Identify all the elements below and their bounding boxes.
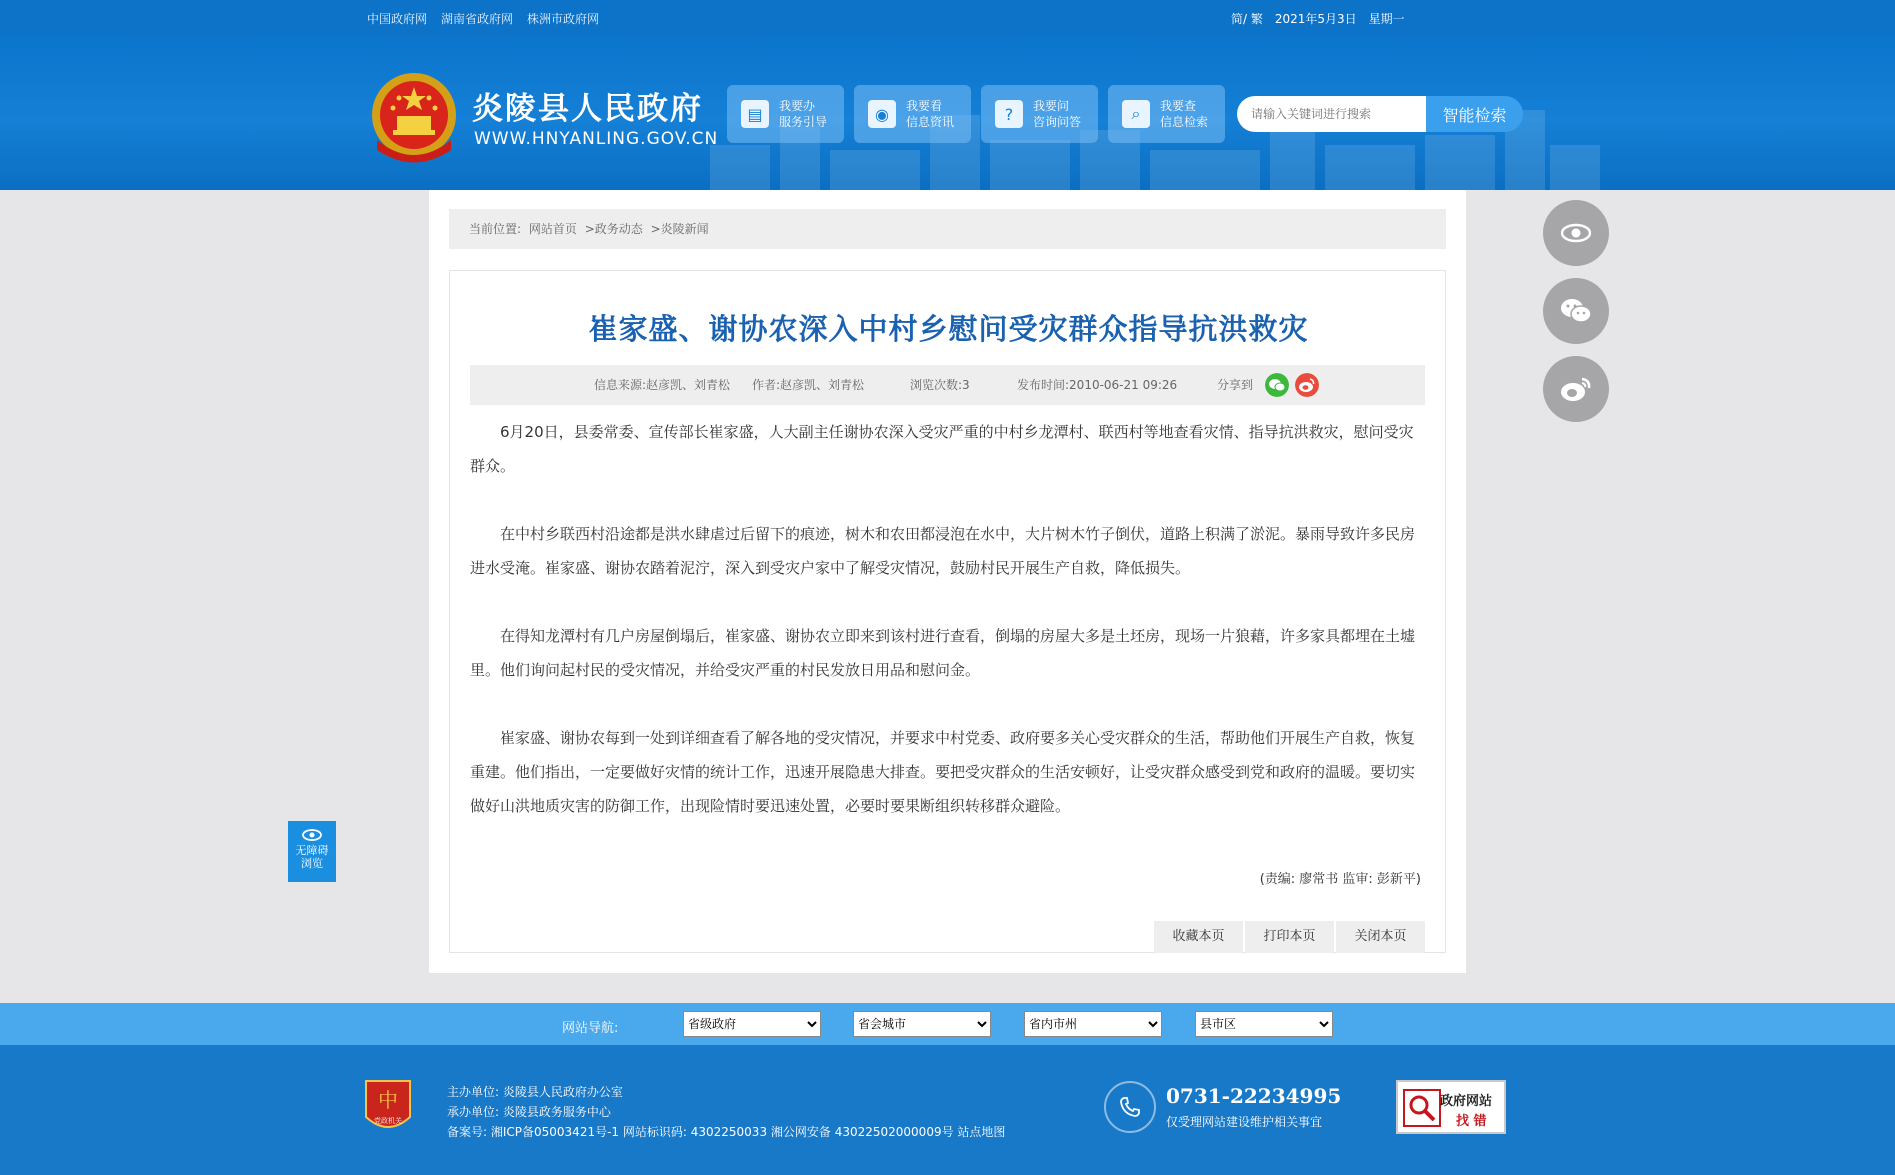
meta-views: 浏览次数:3 bbox=[910, 378, 970, 392]
search-icon: ⌕ bbox=[1122, 100, 1150, 128]
select-counties[interactable] bbox=[1195, 1011, 1333, 1037]
site-title: 炎陵县人民政府 bbox=[472, 91, 703, 127]
quick-buttons bbox=[727, 85, 1225, 143]
meta-published: 发布时间:2010-06-21 09:26 bbox=[1017, 378, 1178, 392]
accessibility-label: 无障碍 bbox=[295, 844, 329, 857]
meta-share-label: 分享到 bbox=[1217, 378, 1254, 392]
article-paragraph: 崔家盛、谢协农每到一处到详细查看了解各地的受灾情况，并要求中村党委、政府要多关心受灾群众的生活，帮助他们开展生产自救，恢复重建。他们指出，一定要做好灾情的统计工作，迅速开展隐患大排查。要把受灾群众的生活安顿好，让受灾群众感受到党和政府的温暖。要切实做好山洪地质灾害的防御工作，出现险情时要迅速处置，必要时要果断组织转移群众避险。 bbox=[470, 729, 1416, 815]
document-icon: ▤ bbox=[741, 100, 769, 128]
quick-button-service[interactable] bbox=[727, 85, 844, 143]
select-provincial[interactable] bbox=[683, 1011, 821, 1037]
gov-links bbox=[367, 10, 599, 27]
report-error-label: 政府网站 bbox=[1440, 1094, 1493, 1109]
eye-icon bbox=[1561, 223, 1591, 243]
breadcrumb bbox=[449, 209, 1446, 249]
link-central-gov[interactable]: 中国政府网 bbox=[367, 12, 428, 26]
meta-author: 作者:赵彦凯、刘青松 bbox=[752, 378, 865, 392]
select-prefectures[interactable] bbox=[1024, 1011, 1162, 1037]
float-weibo-button[interactable] bbox=[1543, 356, 1609, 422]
footer-organizer: 承办单位: 炎陵县政务服务中心 bbox=[447, 1105, 611, 1119]
meta-source: 信息来源:赵彦凯、刘青松 bbox=[594, 378, 731, 392]
quick-button-search[interactable] bbox=[1108, 85, 1225, 143]
main-content bbox=[429, 190, 1466, 973]
article-meta bbox=[470, 365, 1425, 405]
bookmark-button[interactable]: 收藏本页 bbox=[1154, 921, 1243, 953]
site-domain: WWW.HNYANLING.GOV.CN bbox=[474, 129, 719, 149]
eye-icon bbox=[302, 829, 322, 841]
footer-phone-note: 仅受理网站建设维护相关事宜 bbox=[1166, 1115, 1323, 1129]
report-error-sublabel: 找 错 bbox=[1456, 1114, 1487, 1129]
search-box bbox=[1237, 96, 1523, 132]
quick-button-ask[interactable] bbox=[981, 85, 1098, 143]
print-button[interactable]: 打印本页 bbox=[1245, 921, 1334, 953]
footer-host: 主办单位: 炎陵县人民政府办公室 bbox=[447, 1085, 623, 1099]
breadcrumb-prefix: 当前位置: bbox=[469, 222, 522, 236]
link-hunan-gov[interactable]: 湖南省政府网 bbox=[441, 12, 514, 26]
quick-button-sublabel: 信息检索 bbox=[1160, 115, 1209, 129]
national-emblem-icon bbox=[367, 70, 462, 170]
quick-button-label: 我要查 bbox=[1160, 99, 1197, 113]
article-actions bbox=[1154, 921, 1425, 953]
quick-button-label: 我要看 bbox=[906, 99, 943, 113]
breadcrumb-home[interactable]: 网站首页 bbox=[528, 222, 577, 236]
search-input[interactable] bbox=[1237, 96, 1426, 132]
footer-nav-label: 网站导航: bbox=[562, 1021, 619, 1036]
quick-button-info[interactable] bbox=[854, 85, 971, 143]
close-page-button[interactable]: 关闭本页 bbox=[1336, 921, 1425, 953]
current-weekday: 星期一 bbox=[1368, 12, 1405, 26]
quick-button-sublabel: 服务引导 bbox=[779, 115, 828, 129]
link-zhuzhou-gov[interactable]: 株洲市政府网 bbox=[527, 12, 600, 26]
party-government-badge-icon[interactable] bbox=[362, 1077, 414, 1137]
weibo-icon bbox=[1560, 375, 1592, 403]
footer-info bbox=[447, 1082, 1005, 1142]
current-date: 2021年5月3日 bbox=[1274, 12, 1357, 26]
question-icon: ? bbox=[995, 100, 1023, 128]
breadcrumb-local-news[interactable]: >炎陵新闻 bbox=[650, 222, 709, 236]
article-paragraph: 6月20日，县委常委、宣传部长崔家盛，人大副主任谢协农深入受灾严重的中村乡龙潭村、联西村等地查看灾情、指导抗洪救灾，慰问受灾群众。 bbox=[470, 423, 1414, 475]
accessibility-button[interactable] bbox=[288, 821, 336, 882]
article-editor: (责编: 廖常书 监审: 彭新平) bbox=[1259, 872, 1421, 887]
top-bar bbox=[0, 0, 1895, 35]
breadcrumb-news[interactable]: >政务动态 bbox=[584, 222, 643, 236]
weibo-share-icon[interactable] bbox=[1295, 373, 1319, 397]
site-footer bbox=[0, 1045, 1895, 1175]
footer-record: 备案号: 湘ICP备05003421号-1 网站标识码: 4302250033 湘公网安备 43022502000009号 站点地图 bbox=[447, 1125, 1006, 1139]
lang-switch[interactable]: 简/ 繁 bbox=[1231, 12, 1263, 26]
eye-icon: ◉ bbox=[868, 100, 896, 128]
magnifier-icon bbox=[1402, 1088, 1442, 1128]
article bbox=[449, 270, 1446, 953]
svg-text:中: 中 bbox=[378, 1088, 398, 1112]
svg-text:党政机关: 党政机关 bbox=[374, 1117, 402, 1125]
footer-nav bbox=[0, 1003, 1895, 1045]
footer-phone: 0731-22234995 bbox=[1166, 1084, 1342, 1108]
wechat-share-icon[interactable] bbox=[1265, 373, 1289, 397]
float-wechat-button[interactable] bbox=[1543, 278, 1609, 344]
accessibility-sublabel: 浏览 bbox=[301, 857, 323, 870]
top-right-info bbox=[1231, 10, 1405, 27]
site-header bbox=[0, 35, 1895, 190]
article-paragraph: 在得知龙潭村有几户房屋倒塌后，崔家盛、谢协农立即来到该村进行查看，倒塌的房屋大多是土坯房，现场一片狼藉，许多家具都埋在土墟里。他们询问起村民的受灾情况，并给受灾严重的村民发放日用品和慰问金。 bbox=[470, 627, 1416, 679]
report-error-button[interactable] bbox=[1396, 1080, 1506, 1134]
wechat-icon bbox=[1560, 297, 1592, 325]
article-body bbox=[470, 415, 1425, 857]
float-eye-button[interactable] bbox=[1543, 200, 1609, 266]
quick-button-label: 我要问 bbox=[1033, 99, 1070, 113]
select-capital-cities[interactable] bbox=[853, 1011, 991, 1037]
phone-icon bbox=[1104, 1081, 1156, 1133]
quick-button-sublabel: 咨询问答 bbox=[1033, 115, 1082, 129]
quick-button-label: 我要办 bbox=[779, 99, 816, 113]
article-paragraph: 在中村乡联西村沿途都是洪水肆虐过后留下的痕迹，树木和农田都浸泡在水中，大片树木竹子倒伏，道路上积满了淤泥。暴雨导致许多民房进水受淹。崔家盛、谢协农踏着泥泞，深入到受灾户家中了解受灾情况，鼓励村民开展生产自救，降低损失。 bbox=[470, 525, 1416, 577]
article-title: 崔家盛、谢协农深入中村乡慰问受灾群众指导抗洪救灾 bbox=[588, 312, 1309, 346]
quick-button-sublabel: 信息资讯 bbox=[906, 115, 955, 129]
search-button[interactable]: 智能检索 bbox=[1426, 96, 1523, 132]
